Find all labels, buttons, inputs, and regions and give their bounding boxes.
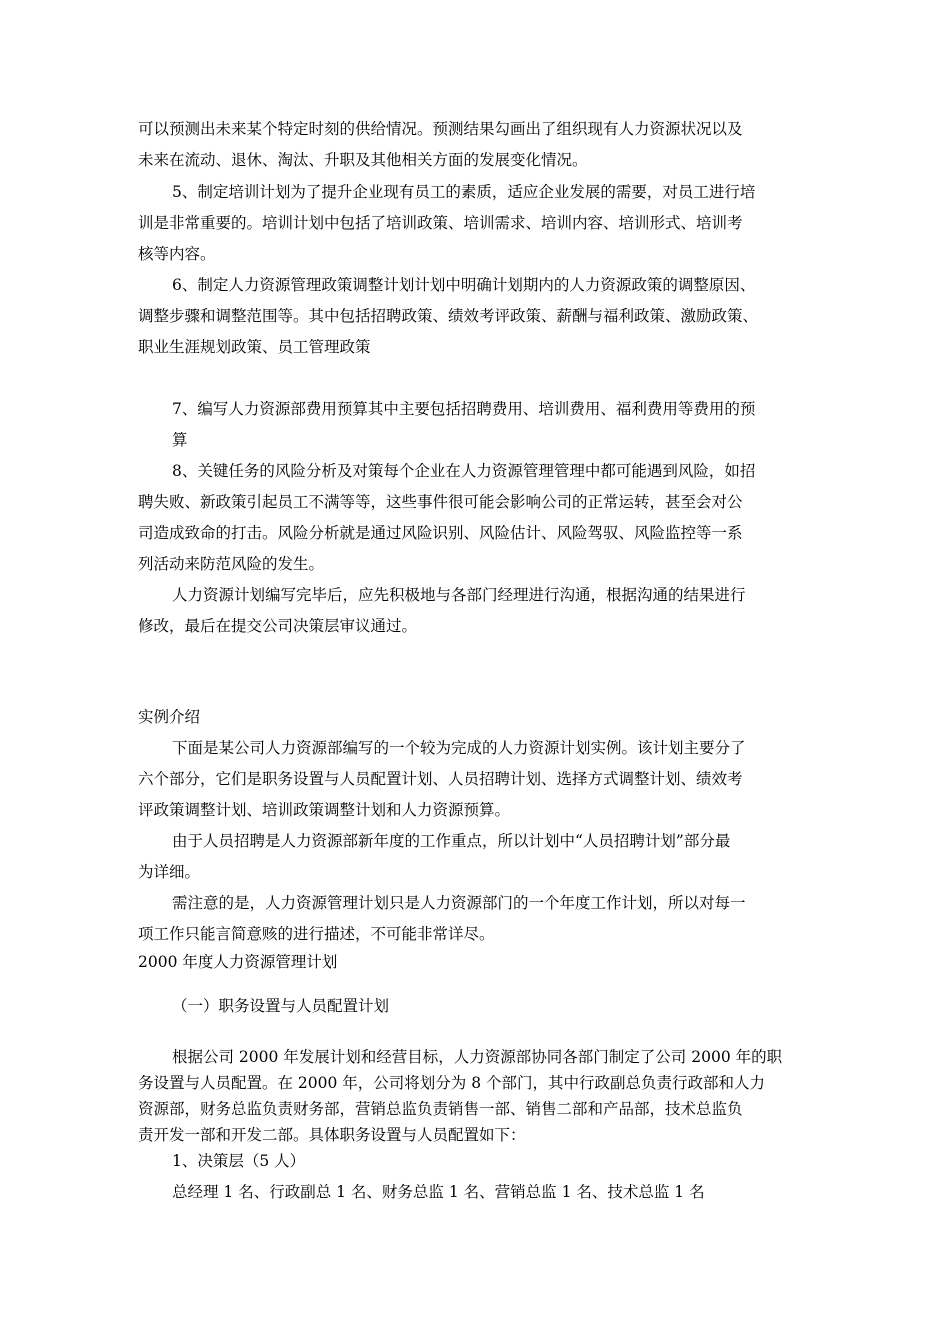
body-text-line: 职业生涯规划政策、员工管理政策 xyxy=(138,338,371,356)
body-text-line: 司造成致命的打击。风险分析就是通过风险识别、风险估计、风险驾驭、风险监控等一系 xyxy=(138,524,743,542)
body-text-line: 调整步骤和调整范围等。其中包括招聘政策、绩效考评政策、薪酬与福利政策、激励政策、 xyxy=(138,307,759,325)
paragraph-intro: 下面是某公司人力资源部编写的一个较为完成的人力资源计划实例。该计划主要分了 xyxy=(172,739,746,757)
plan-title: 2000 年度人力资源管理计划 xyxy=(138,953,338,971)
body-text-line: 修改，最后在提交公司决策层审议通过。 xyxy=(138,617,418,635)
body-text-line: 责开发一部和开发二部。具体职务设置与人员配置如下： xyxy=(138,1126,526,1144)
body-text-line: 聘失败、新政策引起员工不满等等，这些事件很可能会影响公司的正常运转，甚至会对公 xyxy=(138,493,743,511)
list-item-decision-layer: 1、决策层（5 人） xyxy=(172,1152,306,1170)
body-text-line: 资源部，财务总监负责财务部，营销总监负责销售一部、销售二部和产品部，技术总监负 xyxy=(138,1100,743,1118)
body-text-line: 务设置与人员配置。在 2000 年，公司将划分为 8 个部门，其中行政副总负责行政部和人力 xyxy=(138,1074,766,1092)
subsection-heading: （一）职务设置与人员配置计划 xyxy=(172,997,390,1015)
section-heading-example: 实例介绍 xyxy=(138,708,201,726)
body-text-line: 核等内容。 xyxy=(138,245,216,263)
body-text-line: 评政策调整计划、培训政策调整计划和人力资源预算。 xyxy=(138,801,511,819)
body-text-line: 项工作只能言简意赅的进行描述，不可能非常详尽。 xyxy=(138,925,495,943)
body-text-line: 为详细。 xyxy=(138,863,201,881)
body-text-line: 可以预测出未来某个特定时刻的供给情况。预测结果勾画出了组织现有人力资源状况以及 xyxy=(138,120,743,138)
paragraph-focus: 由于人员招聘是人力资源部新年度的工作重点，所以计划中“人员招聘计划”部分最 xyxy=(172,832,731,850)
paragraph-summary: 人力资源计划编写完毕后，应先积极地与各部门经理进行沟通，根据沟通的结果进行 xyxy=(172,586,746,604)
paragraph-item-6: 6、制定人力资源管理政策调整计划计划中明确计划期内的人力资源政策的调整原因、 xyxy=(172,276,756,294)
paragraph-item-7: 7、编写人力资源部费用预算其中主要包括招聘费用、培训费用、福利费用等费用的预 xyxy=(172,400,756,418)
body-text-line: 六个部分，它们是职务设置与人员配置计划、人员招聘计划、选择方式调整计划、绩效考 xyxy=(138,770,743,788)
body-text-line: 列活动来防范风险的发生。 xyxy=(138,555,325,573)
body-text-line: 算 xyxy=(172,431,188,449)
paragraph-item-5: 5、制定培训计划为了提升企业现有员工的素质，适应企业发展的需要，对员工进行培 xyxy=(172,183,756,201)
paragraph-item-8: 8、关键任务的风险分析及对策每个企业在人力资源管理管理中都可能遇到风险，如招 xyxy=(172,462,756,480)
paragraph-staffing: 根据公司 2000 年发展计划和经营目标，人力资源部协同各部门制定了公司 2000 年的职 xyxy=(172,1048,783,1066)
paragraph-note: 需注意的是，人力资源管理计划只是人力资源部门的一个年度工作计划，所以对每一 xyxy=(172,894,746,912)
body-text-line: 未来在流动、退休、淘汰、升职及其他相关方面的发展变化情况。 xyxy=(138,151,588,169)
body-text-line: 总经理 1 名、行政副总 1 名、财务总监 1 名、营销总监 1 名、技术总监 1 名 xyxy=(172,1183,705,1201)
body-text-line: 训是非常重要的。培训计划中包括了培训政策、培训需求、培训内容、培训形式、培训考 xyxy=(138,214,743,232)
